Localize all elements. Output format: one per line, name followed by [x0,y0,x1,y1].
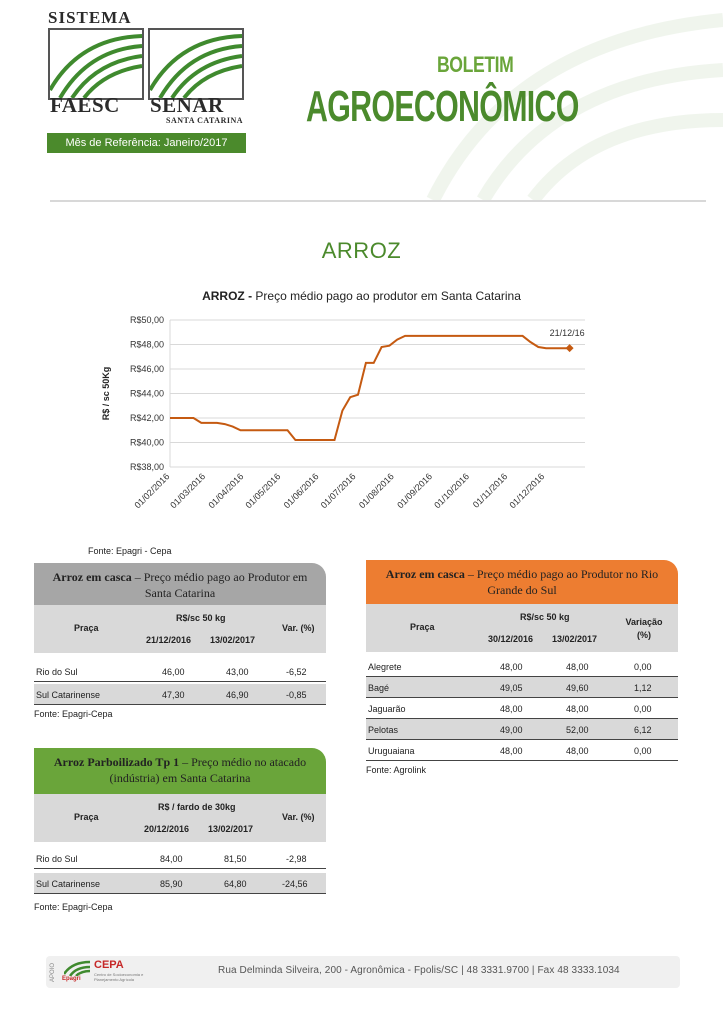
col-unit: R$/sc 50 kg [520,612,570,622]
logo-sistema-text: SISTEMA [48,8,132,27]
section-title: ARROZ [321,238,402,263]
table-row [34,661,326,682]
reference-month-bar: Mês de Referência: Janeiro/2017 [47,133,246,153]
cell-var: -2,98 [286,854,307,864]
cell-praca: Sul Catarinense [36,879,101,889]
cell-praca: Pelotas [368,725,399,735]
cell-v1: 47,30 [162,690,185,700]
col-date-2: 13/02/2017 [552,634,598,644]
header-divider [50,200,706,202]
y-tick-label: R$38,00 [129,462,164,472]
table-sc-column-header [34,605,326,653]
table-parb-source: Fonte: Epagri-Cepa [34,902,113,912]
faesc-emblem [48,28,144,100]
cell-v1: 49,00 [500,725,523,735]
chart-source: Fonte: Epagri - Cepa [88,546,172,556]
cell-var: 0,00 [634,704,652,714]
last-point-annotation: 21/12/16 [549,328,585,339]
cell-praca: Sul Catarinense [36,690,101,700]
footer-cepa-text: CEPA [94,959,124,971]
y-tick-label: R$40,00 [129,437,164,448]
cell-v2: 81,50 [224,854,247,864]
table-row [366,677,678,698]
x-tick-label: 01/08/2016 [356,471,396,511]
agroeconomico-title: AGROECONÔMICO [306,82,579,131]
cell-v1: 49,05 [500,683,523,693]
y-tick-label: R$44,00 [129,388,164,399]
col-date-1: 20/12/2016 [144,824,190,834]
logo-santa-catarina-text: SANTA CATARINA [166,116,244,125]
table-parb-title-rest: – Preço médio no atacado (indústria) em Santa Catarina [109,755,307,785]
cell-praca: Rio do Sul [36,854,78,864]
table-row [34,848,326,869]
table-parb-title-bold: Arroz Parboilizado Tp 1 [53,755,180,769]
table-parb-header [34,748,326,794]
table-sc-title-rest: – Preço médio pago ao Produtor em Santa Catarina [131,570,308,600]
table-arroz-casca-rs [366,560,678,775]
col-praca: Praça [74,812,99,822]
table-row [366,656,678,677]
senar-emblem [148,28,244,100]
table-row [366,719,678,740]
last-point-marker [566,344,574,352]
x-tick-label: 01/12/2016 [507,471,547,511]
boletim-title: BOLETIM [437,52,514,77]
cell-v2: 48,00 [566,662,589,672]
cell-var: -24,56 [282,879,308,889]
cell-v2: 49,60 [566,683,589,693]
table-rs-source: Fonte: Agrolink [366,765,427,775]
x-tick-label: 01/05/2016 [243,471,283,511]
footer-epagri-text: Epagri [62,976,81,982]
y-tick-label: R$50,00 [129,315,164,325]
y-tick-label: R$48,00 [129,339,164,350]
x-tick-label: 01/11/2016 [470,471,510,510]
col-unit: R$ / fardo de 30kg [158,802,236,812]
x-tick-label: 01/09/2016 [395,471,435,511]
table-sc-title-bold: Arroz em casca [52,570,132,584]
table-sc-source: Fonte: Epagri-Cepa [34,709,113,719]
table-arroz-parboilizado [34,748,326,912]
y-axis-label: R$ / sc 50Kg [101,366,111,421]
cell-v2: 43,00 [226,667,249,677]
epagri-logo-icon [64,960,90,976]
cell-var: 1,12 [634,683,652,693]
logo-faesc-text: FAESC [50,93,120,117]
x-tick-label: 01/06/2016 [281,471,321,511]
cell-v1: 48,00 [500,746,523,756]
cell-praca: Bagé [368,683,390,693]
cell-praca: Jaguarão [368,704,406,714]
cell-v1: 85,90 [160,879,183,889]
table-rs-title-rest: – Preço médio pago ao Produtor no Rio Grande do Sul [464,567,659,597]
chart-title-rest: Preço médio pago ao produtor em Santa Catarina [252,289,521,303]
col-unit: R$/sc 50 kg [176,613,226,623]
cell-v2: 48,00 [566,704,589,714]
price-series-line [170,336,570,440]
cell-v1: 48,00 [500,704,523,714]
cell-v2: 48,00 [566,746,589,756]
cell-praca: Alegrete [368,662,402,672]
col-date-2: 13/02/2017 [210,635,256,645]
col-praca: Praça [410,622,435,632]
logo-senar-text: SENAR [150,93,224,117]
table-rs-header [366,560,678,604]
y-tick-label: R$42,00 [129,413,164,423]
cell-v2: 52,00 [566,725,589,735]
cell-v1: 46,00 [162,667,185,677]
table-rs-title-bold: Arroz em casca [385,567,465,581]
cell-v2: 46,90 [226,690,249,700]
price-line-chart [95,308,605,538]
cell-var: 6,12 [634,725,652,735]
col-date-2: 13/02/2017 [208,824,254,834]
col-date-1: 21/12/2016 [146,635,192,645]
chart-title-bold: ARROZ - [202,289,253,303]
footer-apoio-text: APOIO [50,962,56,982]
col-var: Var. (%) [282,812,315,822]
x-tick-label: 01/10/2016 [432,471,472,511]
table-sc-header [34,563,326,605]
col-date-1: 30/12/2016 [488,634,534,644]
cell-var: 0,00 [634,662,652,672]
cell-praca: Rio do Sul [36,667,78,677]
table-row [366,698,678,719]
table-row [34,873,326,894]
cell-var: -6,52 [286,667,307,677]
cell-v1: 84,00 [160,854,183,864]
x-tick-label: 01/07/2016 [318,471,358,511]
x-tick-label: 01/04/2016 [206,471,246,511]
table-arroz-casca-sc [34,563,326,719]
footer-address: Rua Delminda Silveira, 200 - Agronômica - Fpolis/SC | 48 3331.9700 | Fax 48 3333.1034 [218,965,620,976]
table-row [366,740,678,761]
col-var: Var. (%) [282,623,315,633]
col-praca: Praça [74,623,99,633]
footer-cepa-subtitle: Centro de Socioeconomia e Planejamento Agrícola [94,972,144,982]
table-row [34,684,326,705]
chart-title [0,289,723,303]
faesc-senar-logo [46,8,250,125]
cell-var: -0,85 [286,690,307,700]
col-var: Variação (%) [625,617,663,640]
cell-var: 0,00 [634,746,652,756]
table-rs-column-header [366,604,678,652]
cell-praca: Uruguaiana [368,746,415,756]
y-tick-label: R$46,00 [129,364,164,374]
x-tick-label: 01/02/2016 [132,471,172,511]
cell-v2: 64,80 [224,879,247,889]
x-tick-label: 01/03/2016 [168,471,208,511]
cell-v1: 48,00 [500,662,523,672]
table-parb-column-header [34,794,326,842]
